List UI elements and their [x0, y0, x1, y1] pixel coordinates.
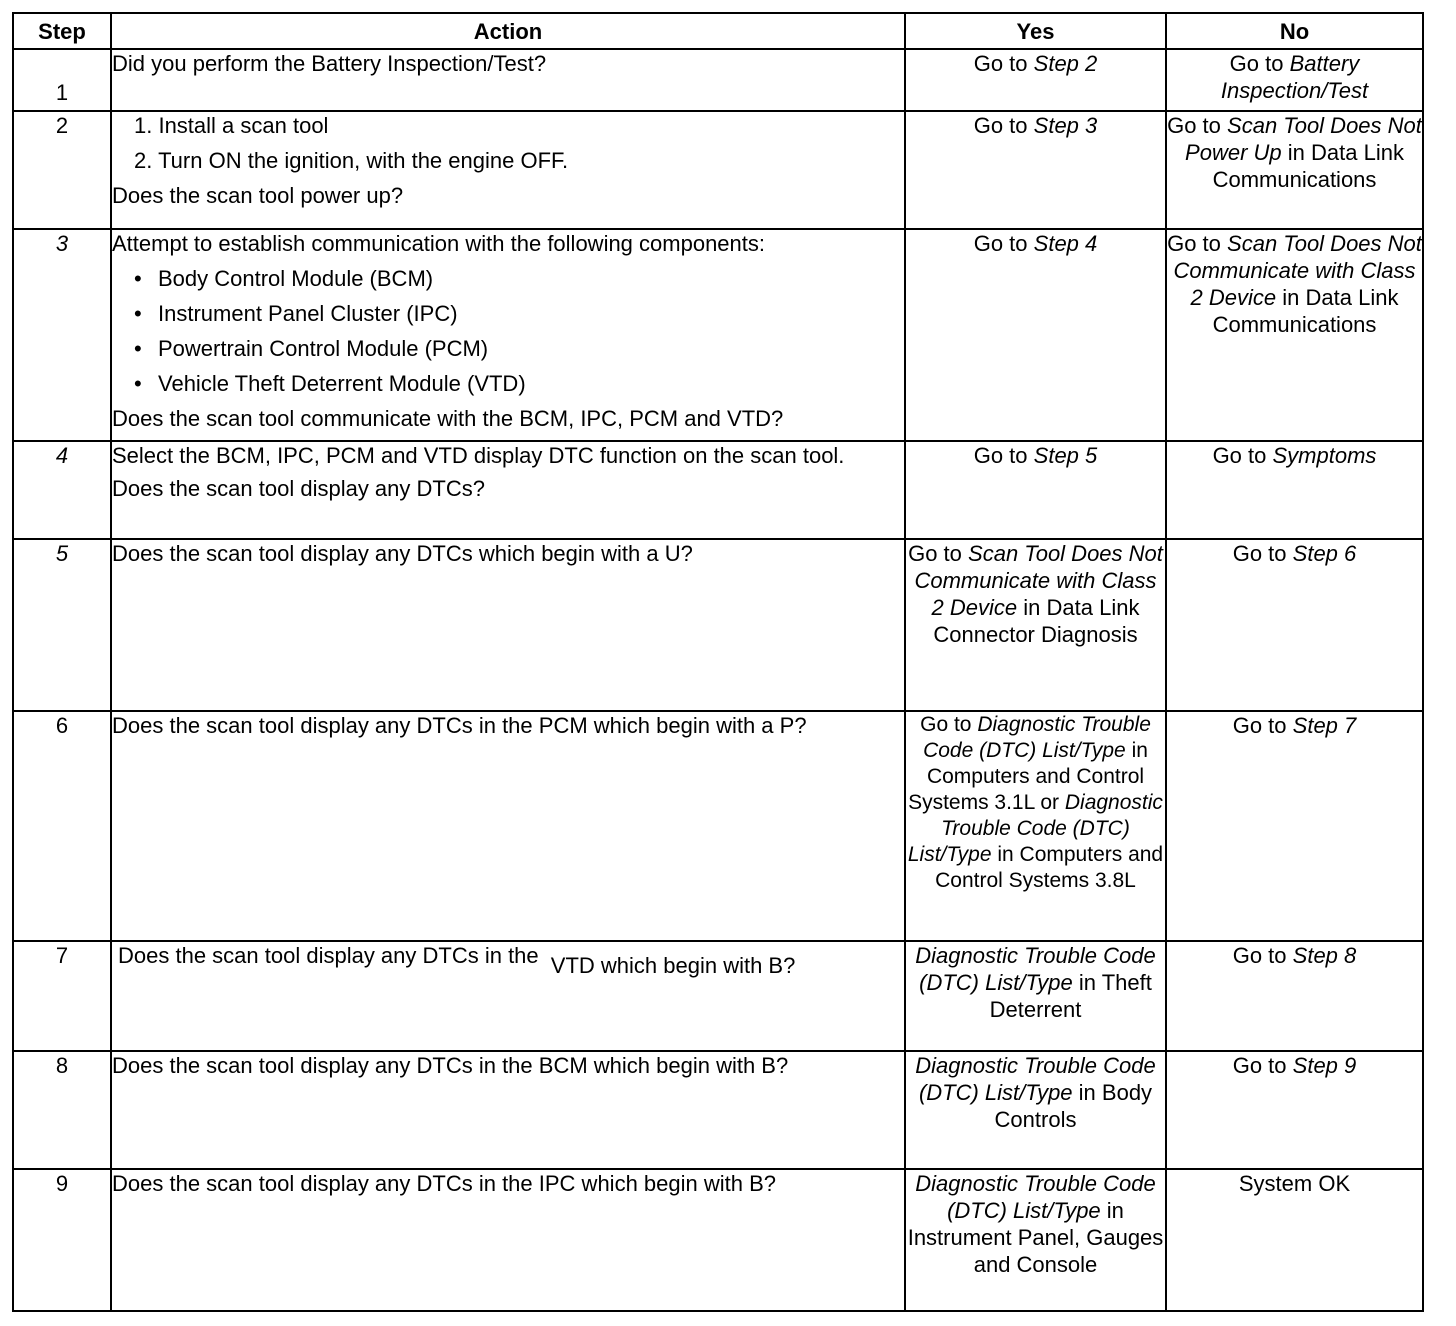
no-cell — [1166, 49, 1423, 111]
action-bullet-item: • Body Control Module (BCM) — [134, 266, 434, 291]
no-link: Step 7 — [1292, 713, 1357, 738]
yes-post: in Theft Deterrent — [989, 970, 1152, 1022]
no-link: Step 8 — [1292, 943, 1357, 968]
no-link: Scan Tool Does Not Communicate with Class 2 Device — [1173, 231, 1422, 310]
yes-link: Diagnostic Trouble Code (DTC) List/Type — [923, 713, 1151, 762]
yes-cell — [905, 441, 1166, 539]
no-cell — [1166, 111, 1423, 229]
yes-pre: Go to — [973, 231, 1028, 256]
no-link: Symptoms — [1272, 443, 1377, 468]
table-row — [13, 229, 1423, 441]
yes-post: in Data Link Connector Diagnosis — [933, 595, 1140, 647]
action-cell — [111, 711, 905, 941]
action-cell — [111, 539, 905, 711]
yes-cell — [905, 941, 1166, 1051]
action-cell — [111, 1051, 905, 1169]
table-row — [13, 111, 1423, 229]
no-cell — [1166, 441, 1423, 539]
no-pre: Go to — [1232, 713, 1287, 738]
no-link: Step 9 — [1292, 1053, 1357, 1078]
step-number: 9 — [13, 1169, 111, 1311]
no-pre: Go to — [1232, 943, 1287, 968]
action-cell — [111, 229, 905, 441]
yes-cell — [905, 1169, 1166, 1311]
diagnostic-table — [12, 12, 1424, 1312]
yes-cell — [905, 711, 1166, 941]
no-cell — [1166, 1051, 1423, 1169]
yes-link: Diagnostic Trouble Code (DTC) List/Type — [915, 943, 1156, 995]
action-list-item: 1. Install a scan tool — [134, 113, 329, 138]
yes-link: Scan Tool Does Not Communicate with Class 2 Device — [914, 541, 1163, 620]
header-step: Step — [13, 13, 111, 49]
yes-pre: Go to — [920, 713, 972, 736]
action-intro: Attempt to establish communication with the following components: — [112, 231, 765, 256]
no-pre: Go to — [1229, 51, 1284, 76]
yes-link: Diagnostic Trouble Code (DTC) List/Type — [915, 1171, 1156, 1223]
action-cell — [111, 1169, 905, 1311]
table-row — [13, 941, 1423, 1051]
no-cell — [1166, 539, 1423, 711]
no-pre: Go to — [1167, 231, 1221, 256]
step-number: 8 — [13, 1051, 111, 1169]
action-cell — [111, 941, 905, 1051]
yes-pre: Go to — [973, 113, 1028, 138]
yes-link: Step 4 — [1033, 231, 1098, 256]
action-question: Does the scan tool display any DTCs in the PCM which begin with a P? — [112, 713, 807, 738]
yes-cell — [905, 49, 1166, 111]
header-no: No — [1166, 13, 1423, 49]
step-number: 7 — [13, 941, 111, 1051]
no-cell — [1166, 1169, 1423, 1311]
action-question: Does the scan tool display any DTCs which begin with a U? — [112, 541, 693, 566]
no-link: Step 6 — [1292, 541, 1357, 566]
table-row — [13, 1169, 1423, 1311]
step-number: 6 — [13, 711, 111, 941]
action-question-part-a: Does the scan tool display any DTCs in the — [118, 943, 539, 968]
action-cell — [111, 49, 905, 111]
yes-pre: Go to — [908, 541, 962, 566]
no-cell — [1166, 711, 1423, 941]
step-number: 1 — [13, 49, 111, 111]
action-question: Did you perform the Battery Inspection/Test? — [112, 51, 547, 76]
step-number: 4 — [13, 441, 111, 539]
no-cell — [1166, 941, 1423, 1051]
table-row — [13, 49, 1423, 111]
action-bullet-item: • Vehicle Theft Deterrent Module (VTD) — [134, 371, 526, 396]
no-post: in Data Link Communications — [1212, 140, 1404, 192]
action-intro: Select the BCM, IPC, PCM and VTD display DTC function on the scan tool. — [112, 443, 845, 468]
table-row — [13, 539, 1423, 711]
no-cell — [1166, 229, 1423, 441]
action-question-part-b: VTD which begin with B? — [550, 953, 796, 978]
header-action: Action — [111, 13, 905, 49]
table-row — [13, 711, 1423, 941]
no-link: Scan Tool Does Not Power Up — [1185, 113, 1422, 165]
step-number: 5 — [13, 539, 111, 711]
action-question: Does the scan tool communicate with the BCM, IPC, PCM and VTD? — [112, 406, 784, 431]
yes-link: Step 5 — [1033, 443, 1098, 468]
no-text: System OK — [1238, 1171, 1351, 1196]
action-cell — [111, 111, 905, 229]
yes-cell — [905, 111, 1166, 229]
action-question: Does the scan tool display any DTCs? — [112, 476, 485, 501]
action-cell — [111, 441, 905, 539]
yes-post: in Body Controls — [994, 1080, 1153, 1132]
no-pre: Go to — [1167, 113, 1221, 138]
action-question: Does the scan tool display any DTCs in the IPC which begin with B? — [112, 1171, 776, 1196]
yes-cell — [905, 539, 1166, 711]
no-pre: Go to — [1232, 541, 1287, 566]
action-bullet-item: • Powertrain Control Module (PCM) — [134, 336, 489, 361]
action-question: Does the scan tool display any DTCs in the BCM which begin with B? — [112, 1053, 789, 1078]
table-row — [13, 441, 1423, 539]
yes-link: Step 3 — [1033, 113, 1098, 138]
yes-pre: Go to — [973, 51, 1028, 76]
step-number: 2 — [13, 111, 111, 229]
no-post: in Data Link Communications — [1212, 285, 1399, 337]
yes-link: Diagnostic Trouble Code (DTC) List/Type — [915, 1053, 1156, 1105]
yes-post: in Instrument Panel, Gauges and Console — [907, 1198, 1164, 1277]
yes-cell — [905, 1051, 1166, 1169]
yes-post: in Computers and Control Systems 3.1L or — [908, 739, 1148, 814]
header-yes: Yes — [905, 13, 1166, 49]
yes-post-2: in Computers and Control Systems 3.8L — [935, 843, 1164, 892]
yes-pre: Go to — [973, 443, 1028, 468]
action-question: Does the scan tool power up? — [112, 183, 404, 208]
header-row — [13, 13, 1423, 49]
yes-link-2: Diagnostic Trouble Code (DTC) List/Type — [907, 791, 1163, 866]
no-link: Battery Inspection/Test — [1220, 51, 1369, 103]
action-bullet-item: • Instrument Panel Cluster (IPC) — [134, 301, 458, 326]
yes-link: Step 2 — [1033, 51, 1098, 76]
yes-cell — [905, 229, 1166, 441]
action-list-item: 2. Turn ON the ignition, with the engine OFF. — [134, 148, 569, 173]
table-row — [13, 1051, 1423, 1169]
step-number: 3 — [13, 229, 111, 441]
no-pre: Go to — [1212, 443, 1267, 468]
no-pre: Go to — [1232, 1053, 1287, 1078]
